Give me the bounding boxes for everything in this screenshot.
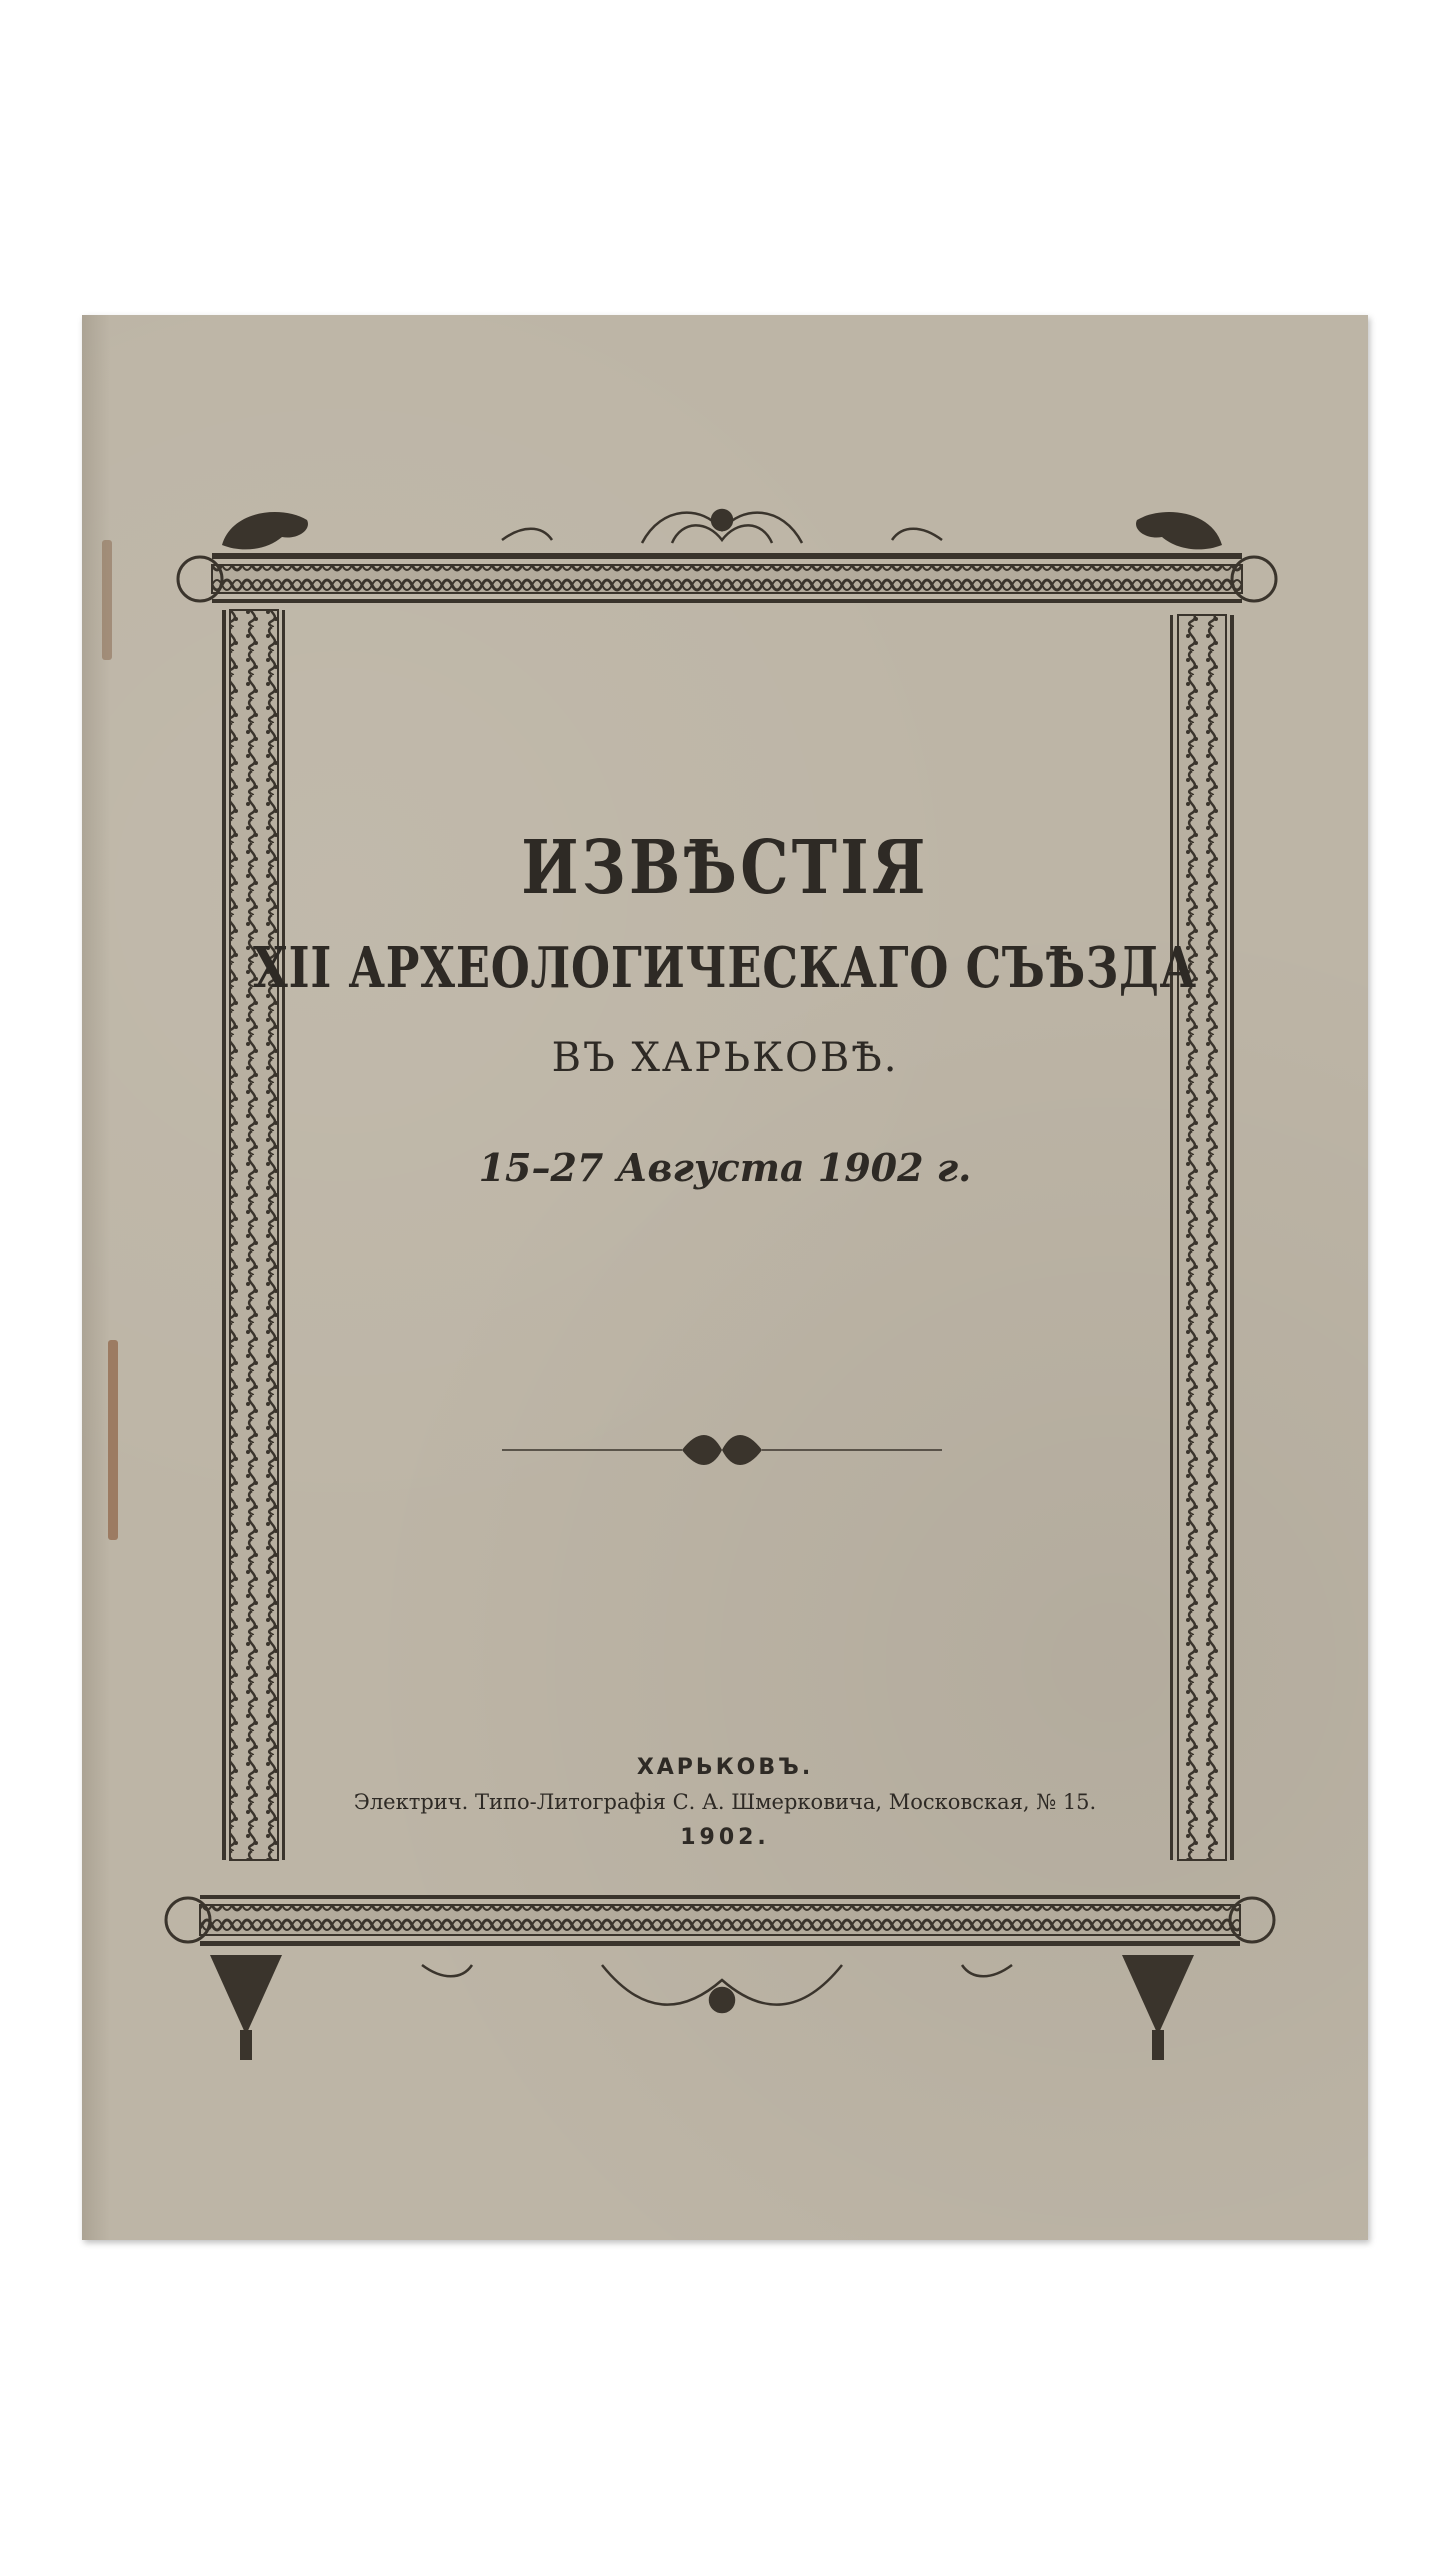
imprint-city: ХАРЬКОВЪ. bbox=[636, 1755, 814, 1780]
cover-city-line: ВЪ ХАРЬКОВѢ. bbox=[551, 1035, 899, 1081]
cover-subtitle: XII АРХЕОЛОГИЧЕСКАГО СЪѢЗДА bbox=[253, 935, 1197, 1001]
top-crest bbox=[502, 510, 942, 543]
divider-flourish bbox=[502, 1435, 942, 1465]
imprint-year: 1902. bbox=[680, 1825, 770, 1850]
cover-dates: 15–27 Августа 1902 г. bbox=[478, 1145, 972, 1190]
imprint-press: Электрич. Типо-Литографія С. А. Шмерковича, Московская, № 15. bbox=[353, 1790, 1097, 1814]
booklet-cover bbox=[82, 315, 1368, 2240]
corner-griffin-right bbox=[1136, 512, 1222, 549]
bottom-pendants bbox=[210, 1955, 1194, 2060]
corner-griffin-left bbox=[222, 512, 308, 549]
ornamental-frame bbox=[82, 315, 1368, 2240]
cover-title: ИЗВѢСТІЯ bbox=[521, 825, 929, 911]
bottom-crest bbox=[422, 1965, 1012, 2012]
